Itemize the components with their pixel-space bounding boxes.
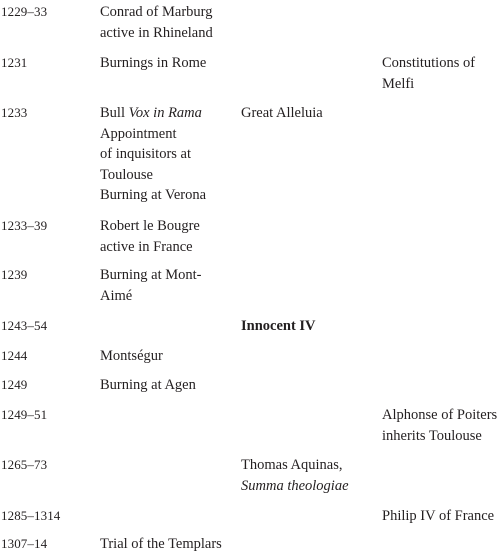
event-line: of inquisitors at (100, 146, 192, 162)
event-cell (100, 216, 232, 257)
event-cell (100, 2, 232, 43)
pope-name: Innocent IV (241, 318, 316, 334)
secular-cell (382, 506, 502, 527)
event-line: Conrad of Marburg (100, 4, 213, 20)
event-cell (100, 265, 232, 306)
date-cell: 1285–1314 (1, 508, 61, 523)
date-cell: 1307–14 (1, 536, 48, 551)
event-cell (100, 534, 232, 555)
event-line-bull (100, 103, 232, 124)
event-line: active in Rhineland (100, 24, 213, 41)
church-line: Thomas Aquinas, (241, 457, 343, 473)
date-cell: 1249 (1, 377, 28, 392)
church-cell (241, 455, 377, 496)
date-cell: 1243–54 (1, 318, 48, 333)
church-cell (241, 316, 377, 337)
event-line: Burning at Verona (100, 187, 207, 203)
church-cell (241, 103, 377, 124)
secular-line: inherits Toulouse (382, 427, 482, 444)
event-line: Burning at Agen (100, 377, 196, 393)
event-line: Burning at Mont- (100, 267, 202, 283)
secular-line: Philip IV of France (382, 508, 495, 524)
church-line: Great Alleluia (241, 105, 323, 121)
bull-title: Vox in Rama (128, 105, 202, 121)
event-line: active in France (100, 238, 193, 255)
event-line: Appointment (100, 125, 177, 142)
date-cell: 1239 (1, 267, 28, 282)
event-cell (100, 346, 232, 367)
date-cell: 1249–51 (1, 407, 48, 422)
event-line: Burnings in Rome (100, 55, 207, 71)
event-line: Trial of the Templars (100, 536, 222, 552)
event-cell (100, 375, 232, 396)
secular-cell (382, 53, 502, 94)
event-cell (100, 53, 232, 74)
secular-line: Constitutions of (382, 55, 476, 71)
secular-line: Melfi (382, 75, 415, 92)
date-cell: 1231 (1, 55, 28, 70)
secular-cell (382, 405, 502, 446)
date-cell: 1244 (1, 348, 28, 363)
event-line: Montségur (100, 348, 163, 364)
church-line: Summa theologiae (241, 477, 349, 494)
secular-line: Alphonse of Poiters (382, 407, 498, 423)
date-cell: 1233–39 (1, 218, 48, 233)
event-line: Aimé (100, 287, 133, 304)
date-cell: 1229–33 (1, 4, 48, 19)
date-cell: 1233 (1, 105, 28, 120)
event-cell (100, 103, 232, 206)
date-cell: 1265–73 (1, 457, 48, 472)
event-line: Robert le Bougre (100, 218, 200, 234)
bull-prefix: Bull (100, 105, 129, 121)
event-line: Toulouse (100, 166, 153, 183)
